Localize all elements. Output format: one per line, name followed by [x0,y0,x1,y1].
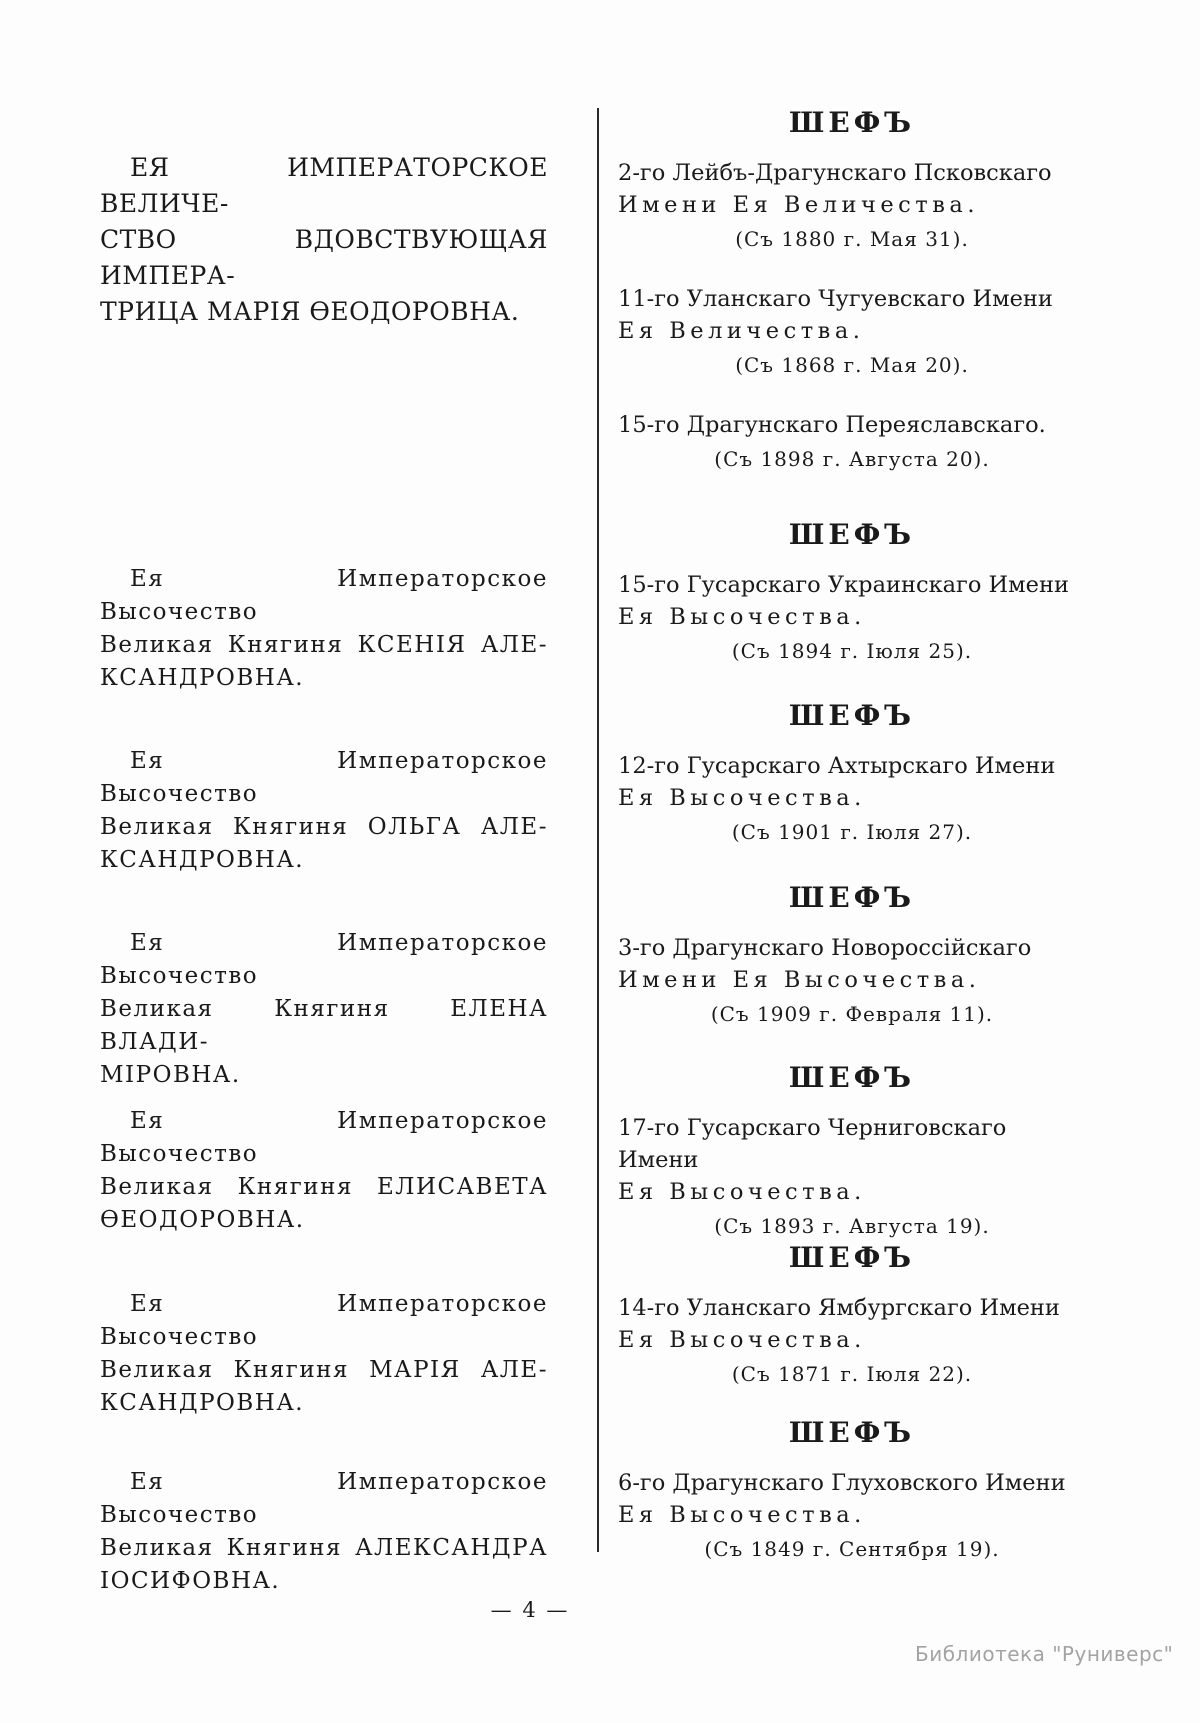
chef-heading: ШЕФЪ [788,1241,916,1274]
regiment-date: (Съ 1880 г. Мая 31). [735,227,969,251]
chef-heading: ШЕФЪ [788,881,916,914]
person-line: Ея Императорское Высочество [100,748,548,807]
person-line: МІРОВНА. [100,1062,241,1088]
chef-section [618,1415,1086,1593]
regiment-line: Ея Высочества. [618,1502,866,1528]
chef-heading: ШЕФЪ [788,1416,916,1449]
person-entry [100,563,548,695]
person-line: Ея Императорское Высочество [100,1291,548,1350]
person-entry [100,1105,548,1237]
regiment-date: (Съ 1893 г. Августа 19). [714,1214,990,1238]
person-entry [100,1466,548,1598]
regiment-line: Ея Высочества. [618,604,866,630]
regiment-entry [618,283,1086,377]
chef-section [618,880,1086,1058]
person-entry [100,150,548,330]
person-line: ТРИЦА МАРІЯ ѲЕОДОРОВНА. [100,297,520,326]
regiment-line: Ея Высочества. [618,1327,866,1353]
regiment-date: (Съ 1909 г. Февраля 11). [710,1002,994,1026]
regiment-line: 2-го Лейбъ-Драгунскаго Псковскаго [618,160,1052,186]
regiment-line: 12-го Гусарскаго Ахтырскаго Имени [618,753,1056,779]
regiment-line: Ея Высочества. [618,785,866,811]
regiment-date: (Съ 1894 г. Іюля 25). [731,639,973,663]
page-number: — 4 — [490,1598,570,1622]
library-watermark: Библиотека "Руниверс" [915,1642,1174,1666]
chef-heading: ШЕФЪ [788,1061,916,1094]
person-line: Великая Княгиня ЕЛЕНА ВЛАДИ- [100,996,548,1055]
person-line: Великая Княгиня ЕЛИСАВЕТА [100,1174,548,1200]
person-line: Великая Княгиня АЛЕКСАНДРА [100,1535,548,1561]
person-line: Великая Княгиня КСЕНІЯ АЛЕ- [100,632,548,658]
person-entry [100,745,548,877]
regiment-entry [618,750,1086,844]
chef-heading: ШЕФЪ [788,518,916,551]
regiment-line: 15-го Гусарскаго Украинскаго Имени [618,572,1069,598]
regiment-date: (Съ 1868 г. Мая 20). [735,353,969,377]
chef-heading: ШЕФЪ [788,699,916,732]
regiment-line: Ея Высочества. [618,1179,866,1205]
regiment-date: (Съ 1898 г. Августа 20). [714,447,990,471]
regiment-line: 11-го Уланскаго Чугуевскаго Имени [618,286,1053,312]
chef-section [618,1240,1086,1418]
regiment-line: Ея Величества. [618,318,865,344]
person-entry [100,1288,548,1420]
regiment-line: Имени Ея Величества. [618,192,979,218]
chef-section [618,698,1086,876]
person-line: КСАНДРОВНА. [100,1390,305,1416]
column-divider-rule [597,108,599,1552]
person-line: КСАНДРОВНА. [100,847,305,873]
person-line: Великая Княгиня МАРІЯ АЛЕ- [100,1357,548,1383]
regiment-entry [618,1292,1086,1386]
regiment-entry [618,1112,1086,1238]
chef-section [618,105,1086,503]
chef-section [618,517,1086,695]
person-entry [100,927,548,1092]
person-line: Великая Княгиня ОЛЬГА АЛЕ- [100,814,548,840]
person-line: Ея Императорское Высочество [100,1469,548,1528]
person-line: ѲЕОДОРОВНА. [100,1207,305,1233]
person-line: Ея Императорское Высочество [100,930,548,989]
person-line: ЕЯ ИМПЕРАТОРСКОЕ ВЕЛИЧЕ- [100,153,548,218]
regiment-line: 6-го Драгунскаго Глуховского Имени [618,1470,1066,1496]
regiment-date: (Съ 1849 г. Сентября 19). [704,1537,1000,1561]
regiment-line: 17-го Гусарскаго Черниговскаго Имени [618,1115,1007,1173]
regiment-date: (Съ 1871 г. Іюля 22). [731,1362,973,1386]
person-line: Ея Императорское Высочество [100,1108,548,1167]
person-line: Ея Императорское Высочество [100,566,548,625]
chef-heading: ШЕФЪ [788,106,916,139]
person-line: КСАНДРОВНА. [100,665,305,691]
regiment-line: Имени Ея Высочества. [618,967,981,993]
regiment-entry [618,409,1086,471]
regiment-line: 15-го Драгунскаго Переяславскаго. [618,412,1046,438]
regiment-line: 3-го Драгунскаго Новороссійскаго [618,935,1032,961]
regiment-date: (Съ 1901 г. Іюля 27). [731,820,973,844]
regiment-line: 14-го Уланскаго Ямбургскаго Имени [618,1295,1060,1321]
regiment-entry [618,1467,1086,1561]
regiment-entry [618,157,1086,251]
chef-section [618,1060,1086,1270]
person-line: ІОСИФОВНА. [100,1568,281,1594]
regiment-entry [618,569,1086,663]
person-line: СТВО ВДОВСТВУЮЩАЯ ИМПЕРА- [100,225,548,290]
regiment-entry [618,932,1086,1026]
